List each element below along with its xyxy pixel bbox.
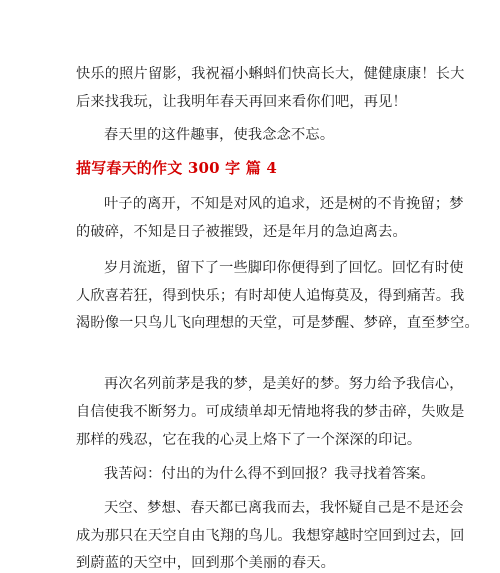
paragraph-4-line-1: 我苦闷：付出的为什么得不到回报？我寻找着答案。: [104, 466, 435, 482]
paragraph-5-line-1: 天空、梦想、春天都已离我而去，我怀疑自己是不是还会: [104, 500, 464, 516]
paragraph-3-line-2: 自信使我不断努力。可成绩单却无情地将我的梦击碎，失败是: [76, 404, 465, 420]
paragraph-1-line-2: 的破碎，不知是日子被摧毁，还是年月的急迫离去。: [76, 224, 407, 240]
intro-line-2: 后来找我玩，让我明年春天再回来看你们吧，再见！: [76, 94, 407, 110]
section-heading: 描写春天的作文 300 字 篇 4: [76, 159, 278, 177]
paragraph-5-line-3: 到蔚蓝的天空中，回到那个美丽的春天。: [76, 555, 335, 571]
paragraph-2-line-1: 岁月流逝，留下了一些脚印你便得到了回忆。回忆有时使: [104, 260, 464, 276]
paragraph-2-line-2: 人欣喜若狂，得到快乐；有时却使人追悔莫及，得到痛苦。我: [76, 288, 465, 304]
intro-closing: 春天里的这件趣事，使我念念不忘。: [104, 127, 335, 143]
paragraph-3-line-3: 那样的残忍，它在我的心灵上烙下了一个深深的印记。: [76, 432, 422, 448]
paragraph-3-line-1: 再次名列前茅是我的梦，是美好的梦。努力给予我信心，: [104, 376, 464, 392]
paragraph-1-line-1: 叶子的离开，不知是对风的追求，还是树的不肯挽留；梦: [104, 196, 464, 212]
paragraph-2-line-3: 渴盼像一只鸟儿飞向理想的天堂，可是梦醒、梦碎，直至梦空。: [76, 315, 479, 331]
paragraph-5-line-2: 成为那只在天空自由飞翔的鸟儿。我想穿越时空回到过去，回: [76, 528, 465, 544]
intro-line-1: 快乐的照片留影，我祝福小蝌蚪们快高长大，健健康康！长大: [76, 66, 465, 82]
